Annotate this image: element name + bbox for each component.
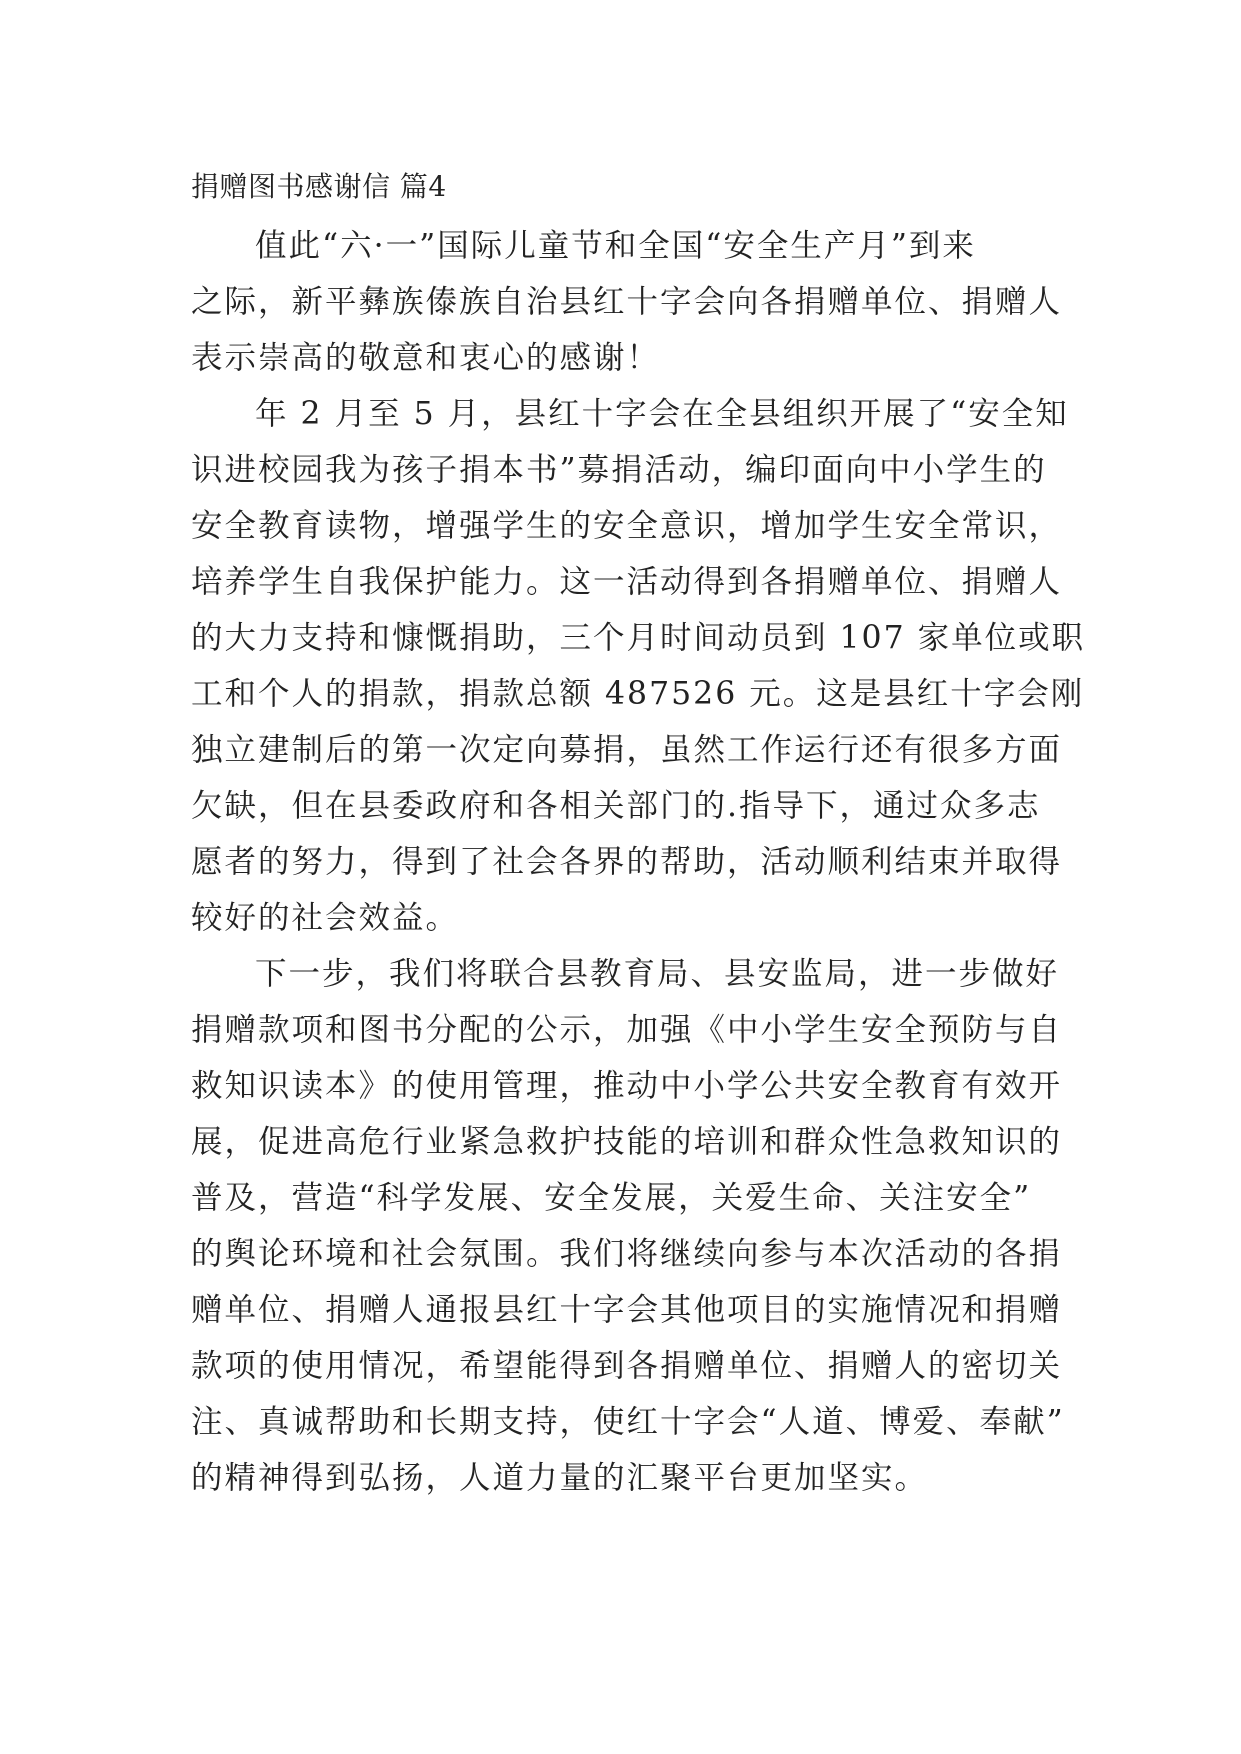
text-line: 的舆论环境和社会氛围。我们将继续向参与本次活动的各捐 [191, 1236, 1063, 1272]
text-line: 表示崇高的敬意和衷心的感谢！ [191, 340, 661, 376]
text-line: 独立建制后的第一次定向募捐，虽然工作运行还有很多方面 [191, 732, 1063, 768]
text-line: 展，促进高危行业紧急救护技能的培训和群众性急救知识的 [191, 1124, 1063, 1160]
text-line: 捐赠款项和图书分配的公示，加强《中小学生安全预防与自 [191, 1012, 1063, 1048]
text-line: 较好的社会效益。 [191, 900, 460, 936]
text-line: 普及，营造“科学发展、安全发展，关爱生命、关注安全” [191, 1180, 1032, 1216]
text-line: 款项的使用情况，希望能得到各捐赠单位、捐赠人的密切关 [191, 1348, 1063, 1384]
text-line: 值此“六·一”国际儿童节和全国“安全生产月”到来 [255, 228, 976, 264]
page-title: 捐赠图书感谢信 篇4 [191, 170, 447, 203]
text-line: 之际，新平彝族傣族自治县红十字会向各捐赠单位、捐赠人 [191, 284, 1063, 320]
text-line: 的精神得到弘扬，人道力量的汇聚平台更加坚实。 [191, 1460, 929, 1496]
text-line: 欠缺，但在县委政府和各相关部门的.指导下，通过众多志 [191, 788, 1041, 824]
letter-body [191, 218, 1086, 1506]
text-line: 培养学生自我保护能力。这一活动得到各捐赠单位、捐赠人 [191, 564, 1063, 600]
text-line: 工和个人的捐款，捐款总额 487526 元。这是县红十字会刚 [191, 676, 1085, 712]
text-line: 下一步，我们将联合县教育局、县安监局，进一步做好 [255, 956, 1060, 992]
paragraph-3 [191, 946, 1065, 1506]
text-line: 年 2 月至 5 月，县红十字会在全县组织开展了“安全知 [255, 396, 1069, 432]
text-line: 赠单位、捐赠人通报县红十字会其他项目的实施情况和捐赠 [191, 1292, 1063, 1328]
text-line: 注、真诚帮助和长期支持，使红十字会“人道、博爱、奉献” [191, 1404, 1065, 1440]
text-line: 识进校园我为孩子捐本书”募捐活动，编印面向中小学生的 [191, 452, 1047, 488]
text-line: 的大力支持和慷慨捐助，三个月时间动员到 107 家单位或职 [191, 620, 1086, 656]
paragraph-2 [191, 386, 1086, 946]
text-line: 愿者的努力，得到了社会各界的帮助，活动顺利结束并取得 [191, 844, 1063, 880]
paragraph-1 [191, 218, 1061, 386]
text-line: 安全教育读物，增强学生的安全意识，增加学生安全常识， [191, 508, 1063, 544]
text-line: 救知识读本》的使用管理，推动中小学公共安全教育有效开 [191, 1068, 1063, 1104]
